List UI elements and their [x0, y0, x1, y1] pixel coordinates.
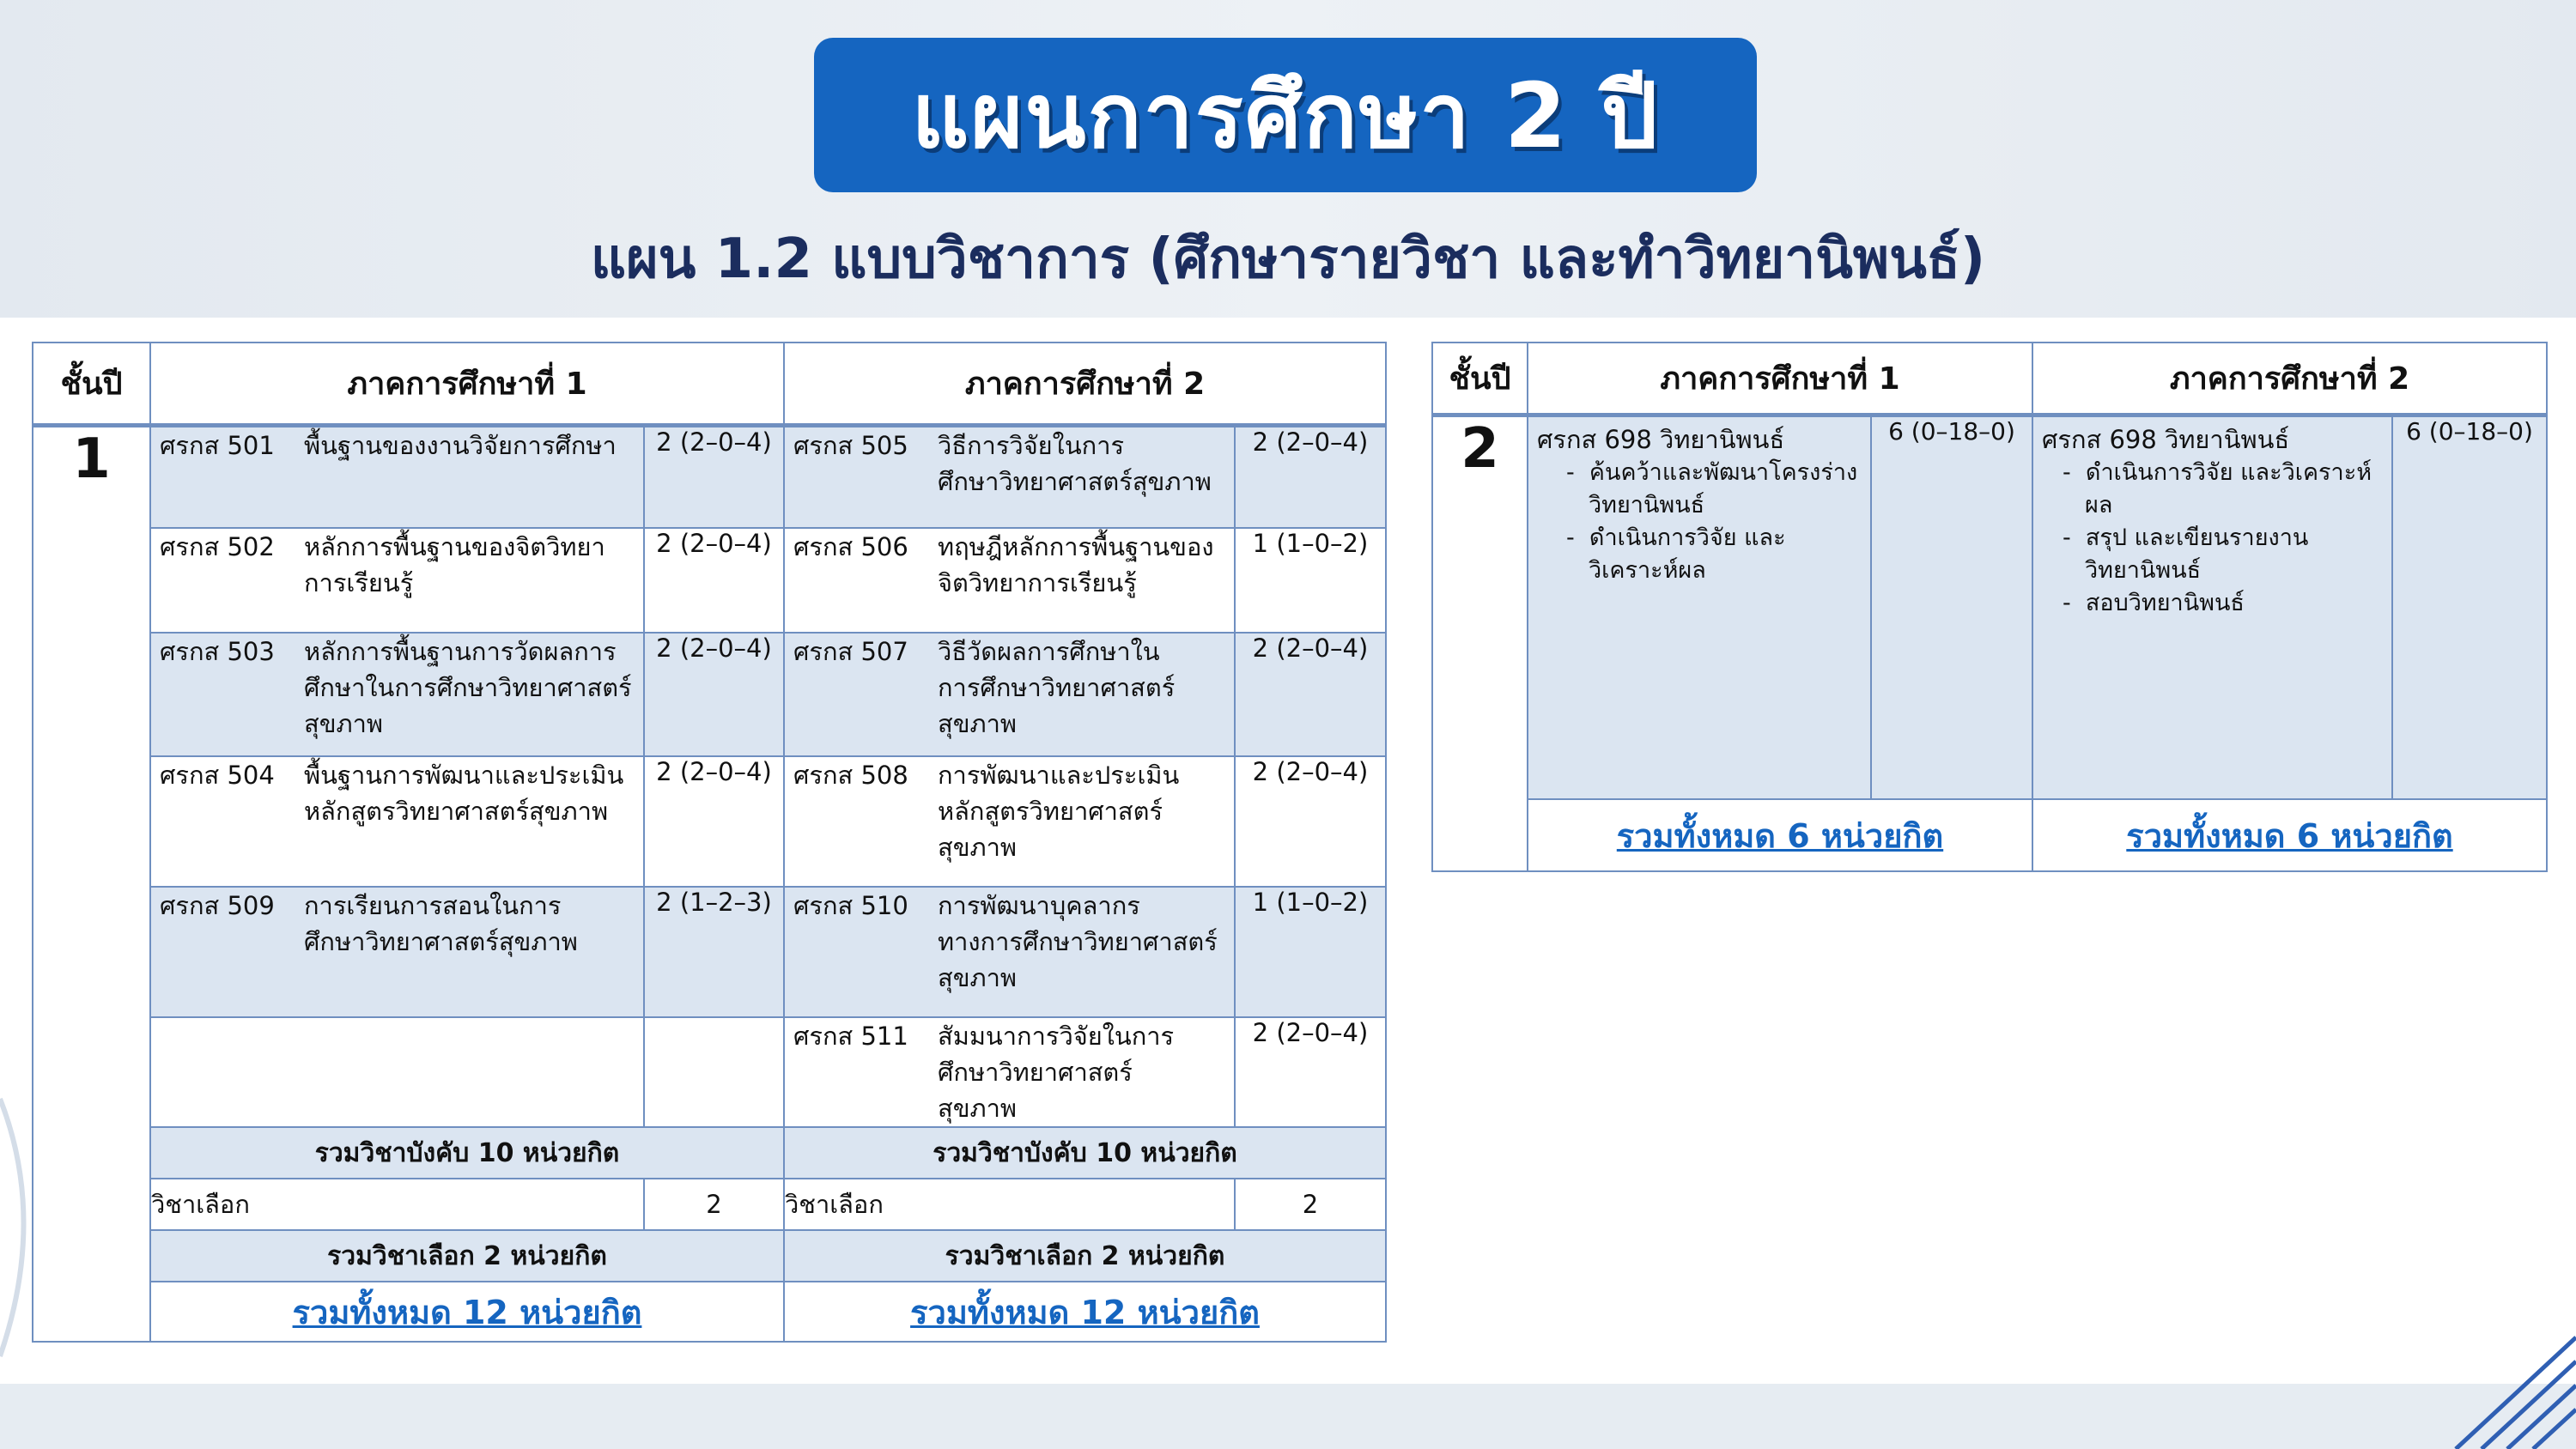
course-name: การเรียนการสอนในการศึกษาวิทยาศาสตร์สุขภาพ	[304, 891, 578, 956]
course-cell	[150, 425, 644, 528]
decorative-stripes	[2439, 1322, 2576, 1449]
course-cell	[784, 1017, 1235, 1127]
course-code: ศรกส 502	[160, 532, 275, 561]
thesis-task: - ค้นคว้าและพัฒนาโครงร่างวิทยานิพนธ์	[1566, 458, 1858, 518]
thesis-task: - ดำเนินการวิจัย และวิเคราะห์ผล	[2063, 458, 2372, 518]
course-code: ศรกส 511	[793, 1022, 908, 1051]
course-cell	[150, 756, 644, 887]
thesis-credit-sem2: 6 (0–18–0)	[2392, 415, 2547, 799]
course-cell	[784, 633, 1235, 756]
course-cell	[784, 425, 1235, 528]
course-name: หลักการพื้นฐานของจิตวิทยาการเรียนรู้	[304, 532, 605, 597]
course-credit: 2 (2–0–4)	[644, 425, 784, 528]
course-name: พื้นฐานของงานวิจัยการศึกษา	[304, 430, 617, 460]
semester1-header: ภาคการศึกษาที่ 1	[1528, 343, 2032, 415]
course-cell	[150, 633, 644, 756]
total-credits-sem1-link[interactable]: รวมทั้งหมด 6 หน่วยกิต	[1528, 799, 2032, 871]
course-name: ทฤษฎีหลักการพื้นฐานของจิตวิทยาการเรียนรู้	[938, 532, 1214, 597]
elective-sum-sem2: รวมวิชาเลือก 2 หน่วยกิต	[784, 1230, 1386, 1282]
course-code: ศรกส 503	[160, 637, 275, 666]
course-credit: 2 (2–0–4)	[1235, 425, 1386, 528]
total-credits-sem1-link[interactable]: รวมทั้งหมด 12 หน่วยกิต	[150, 1282, 784, 1342]
elective-label-sem1: วิชาเลือก	[150, 1179, 644, 1230]
course-code: ศรกส 501	[160, 430, 275, 460]
course-credit: 2 (2–0–4)	[644, 633, 784, 756]
year-number: 2	[1432, 415, 1528, 871]
elective-sum-sem1: รวมวิชาเลือก 2 หน่วยกิต	[150, 1230, 784, 1282]
thesis-cell-sem1	[1528, 415, 1871, 799]
semester2-header: ภาคการศึกษาที่ 2	[2032, 343, 2547, 415]
course-cell	[150, 528, 644, 633]
thesis-course: ศรกส 698 วิทยานิพนธ์	[2042, 424, 2290, 454]
elective-credit-sem1: 2	[644, 1179, 784, 1230]
thesis-task: - สรุป และเขียนรายงานวิทยานิพนธ์	[2063, 524, 2309, 584]
course-credit: 2 (2–0–4)	[1235, 1017, 1386, 1127]
course-name: วิธีการวิจัยในการศึกษาวิทยาศาสตร์สุขภาพ	[938, 430, 1212, 496]
thesis-credit-sem1: 6 (0–18–0)	[1871, 415, 2032, 799]
footer-band	[0, 1384, 2576, 1449]
thesis-cell-sem2	[2032, 415, 2392, 799]
course-credit: 2 (2–0–4)	[644, 756, 784, 887]
course-credit: 2 (2–0–4)	[1235, 756, 1386, 887]
total-credits-sem2-link[interactable]: รวมทั้งหมด 6 หน่วยกิต	[2032, 799, 2547, 871]
year1-plan-table	[32, 342, 1387, 1343]
elective-credit-sem2: 2	[1235, 1179, 1386, 1230]
course-credit: 2 (2–0–4)	[1235, 633, 1386, 756]
course-code: ศรกส 505	[793, 430, 908, 460]
course-code: ศรกส 508	[793, 761, 908, 790]
decorative-curve	[0, 1082, 52, 1373]
year2-plan-table	[1431, 342, 2548, 872]
thesis-course: ศรกส 698 วิทยานิพนธ์	[1537, 424, 1785, 454]
course-cell	[784, 528, 1235, 633]
course-credit: 2 (2–0–4)	[644, 528, 784, 633]
course-credit: 1 (1–0–2)	[1235, 528, 1386, 633]
course-code: ศรกส 507	[793, 637, 908, 666]
course-code: ศรกส 506	[793, 532, 908, 561]
course-cell	[784, 887, 1235, 1017]
course-name: การพัฒนาบุคลากรทางการศึกษาวิทยาศาสตร์สุขภาพ	[938, 891, 1218, 992]
course-cell	[150, 887, 644, 1017]
course-name: พื้นฐานการพัฒนาและประเมินหลักสูตรวิทยาศาสตร์สุขภาพ	[304, 761, 624, 826]
course-code: ศรกส 509	[160, 891, 275, 920]
total-credits-sem2-link[interactable]: รวมทั้งหมด 12 หน่วยกิต	[784, 1282, 1386, 1342]
thesis-task: - ดำเนินการวิจัย และวิเคราะห์ผล	[1566, 524, 1786, 584]
required-sum-sem1: รวมวิชาบังคับ 10 หน่วยกิต	[150, 1127, 784, 1179]
course-name: หลักการพื้นฐานการวัดผลการศึกษาในการศึกษาวิทยาศาสตร์สุขภาพ	[304, 637, 632, 738]
course-name: วิธีวัดผลการศึกษาในการศึกษาวิทยาศาสตร์สุขภาพ	[938, 637, 1176, 738]
course-cell	[784, 756, 1235, 887]
required-sum-sem2: รวมวิชาบังคับ 10 หน่วยกิต	[784, 1127, 1386, 1179]
title-banner	[814, 38, 1757, 192]
course-code: ศรกส 510	[793, 891, 908, 920]
year-header: ชั้นปี	[33, 343, 150, 425]
course-code: ศรกส 504	[160, 761, 275, 790]
year-number: 1	[33, 425, 150, 1342]
empty-course-cell	[150, 1017, 644, 1127]
thesis-task: - สอบวิทยานิพนธ์	[2063, 589, 2245, 616]
page-subtitle: แผน 1.2 แบบวิชาการ (ศึกษารายวิชา และทำวิทยานิพนธ์)	[590, 227, 1986, 291]
empty-credit-cell	[644, 1017, 784, 1127]
course-credit: 2 (1–2–3)	[644, 887, 784, 1017]
course-credit: 1 (1–0–2)	[1235, 887, 1386, 1017]
course-name: การพัฒนาและประเมินหลักสูตรวิทยาศาสตร์สุขภาพ	[938, 761, 1180, 862]
page-title: แผนการศึกษา 2 ปี	[911, 63, 1660, 168]
year-header: ชั้นปี	[1432, 343, 1528, 415]
semester1-header: ภาคการศึกษาที่ 1	[150, 343, 784, 425]
course-name: สัมมนาการวิจัยในการศึกษาวิทยาศาสตร์สุขภาพ	[938, 1022, 1175, 1123]
semester2-header: ภาคการศึกษาที่ 2	[784, 343, 1386, 425]
elective-label-sem2: วิชาเลือก	[784, 1179, 1235, 1230]
